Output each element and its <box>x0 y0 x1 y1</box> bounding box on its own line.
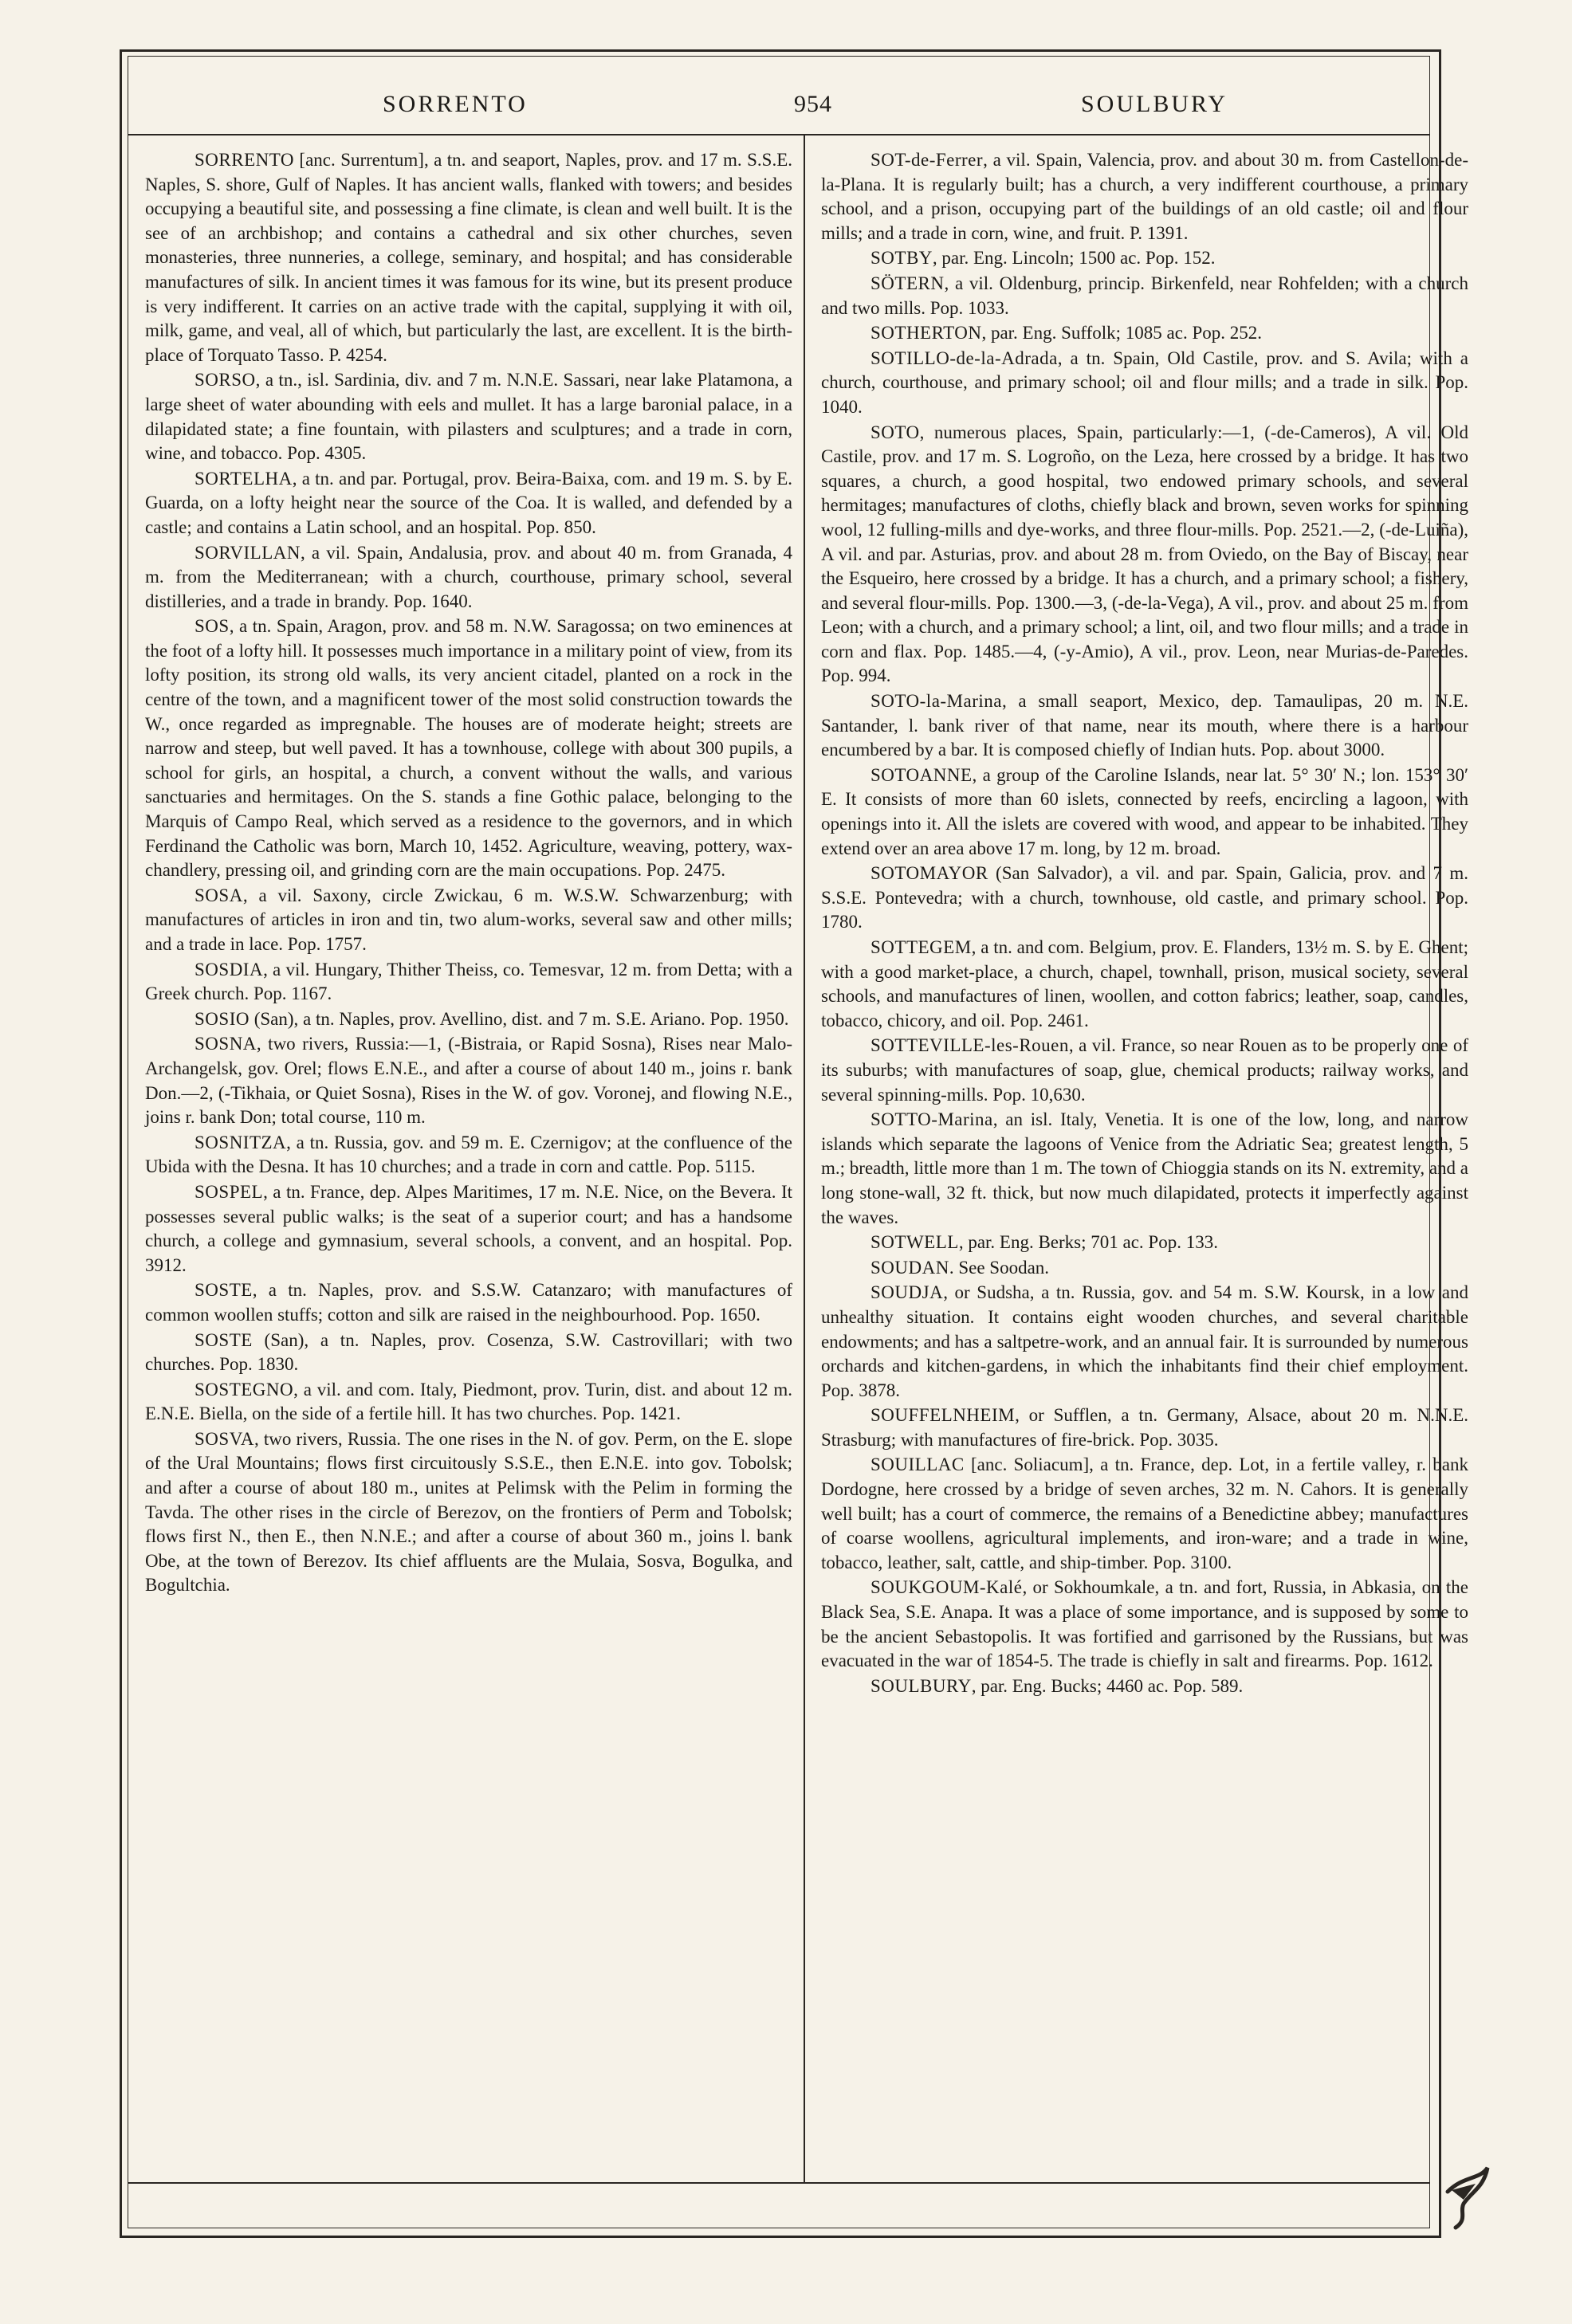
entry-text: , par. Eng. Bucks; 4460 ac. Pop. 589. <box>971 1675 1244 1696</box>
entry-text: , a tn. Russia, gov. and 59 m. E. Czernigov; at the confluence of the Ubida with the Desna. It has 10 churches; and a trade in corn and cattle. Pop. 5115. <box>145 1132 792 1177</box>
entry-headword: SOUDAN <box>870 1257 949 1278</box>
gazetteer-entry <box>821 272 1468 320</box>
gazetteer-entry <box>145 1427 792 1598</box>
gazetteer-entry <box>145 884 792 957</box>
entry-text: , or Sufflen, a tn. Germany, Alsace, about 20 m. N.N.E. Strasburg; with manufactures of fire-brick. Pop. 3035. <box>821 1405 1468 1450</box>
entry-headword: SORRENTO <box>195 150 294 170</box>
entry-text: , par. Eng. Berks; 701 ac. Pop. 133. <box>958 1232 1218 1253</box>
gazetteer-entry <box>145 958 792 1007</box>
gazetteer-entry <box>145 614 792 883</box>
entry-headword: SOSNA <box>195 1034 257 1054</box>
entry-text: , a vil. Spain, Andalusia, prov. and about 40 m. from Granada, 4 m. from the Mediterranean; with a church, courthouse, primary school, several distilleries, and a trade in brandy. Pop. 1640. <box>145 542 792 611</box>
entry-text: , a tn. Naples, prov. and S.S.W. Catanzaro; with manufactures of common woollen stuffs; cotton and silk are raised in the neighbourhood. Pop. 1650. <box>145 1280 792 1325</box>
entry-text: . See Soodan. <box>949 1257 1050 1278</box>
entry-headword: SOTO <box>870 422 920 442</box>
entry-text: , or Sokhoumkale, a tn. and fort, Russia, in Abkasia, on the Black Sea, S.E. Anapa. It was a place of some importance, and is supposed by some to be the ancient Sebastopolis. It was fortified and garrisoned by the Russians, but was evacuated in the war of 1854-5. The trade is chiefly in salt and firearms. Pop. 1612. <box>821 1577 1468 1671</box>
entry-headword: SOSTEGNO <box>195 1379 294 1400</box>
gazetteer-entry <box>821 1231 1468 1255</box>
entry-headword: SOT-de-Ferrer <box>870 150 984 170</box>
entry-text: , par. Eng. Lincoln; 1500 ac. Pop. 152. <box>932 248 1216 269</box>
entry-text: , a group of the Caroline Islands, near lat. 5° 30′ N.; lon. 153° 30′ E. It consists of more than 60 islets, connected by reefs, encircling a lagoon, with openings into it. All the islets are covered with wood, and appear to be inhabited. They extend over an area above 17 m. long, by 12 m. broad. <box>821 764 1468 858</box>
gazetteer-entry <box>145 148 792 367</box>
entry-headword: SOSDIA <box>195 959 264 979</box>
entry-text: , par. Eng. Suffolk; 1085 ac. Pop. 252. <box>981 323 1263 343</box>
entry-text: , numerous places, Spain, particularly:—1, (-de-Cameros), A vil. Old Castile, prov. and 17 m. S. Logroño, on the Leza, here crossed by a bridge. It has two squares, a church, a good hospital, two endowed primary schools, and several hermitages; manufactures of cloths, chiefly black and brown, seven works for spinning wool, 12 fulling-mills and dye-works, and three flour-mills. Pop. 2521.—2, (-de-Luiña), A vil. and par. Asturias, prov. and about 28 m. from Oviedo, on the Bay of Biscay, near the Esqueiro, here crossed by a bridge. It has a church, and a primary school; a fishery, and several flour-mills. Pop. 1300.—3, (-de-la-Vega), A vil., prov. and about 25 m. from Leon; with a church, and a primary school; a lint, oil, and two flour mills; and a trade in corn and flax. Pop. 1485.—4, (-y-Amio), A vil., prov. Leon, near Murias-de-Paredes. Pop. 994. <box>821 422 1468 686</box>
entry-text: , a tn. France, dep. Alpes Maritimes, 17 m. N.E. Nice, on the Bevera. It possesses several public walks; is the seat of a superior court; and has a handsome church, a college and gymnasium, several schools, a convent, and an hospital. Pop. 3912. <box>145 1181 792 1275</box>
gazetteer-entry <box>821 1034 1468 1107</box>
entry-text: , a vil. France, so near Rouen as to be properly one of its suburbs; with manufactures of soap, glue, chemical products; railway works, and several spinning-mills. Pop. 10,630. <box>821 1035 1468 1105</box>
entry-text: , a tn. and com. Belgium, prov. E. Flanders, 13½ m. S. by E. Ghent; with a good market-place, a church, chapel, townhall, prison, musical society, several schools, and manufactures of linen, woollen, and cotton fabrics; leather, soap, candles, tobacco, chicory, and oil. Pop. 2461. <box>821 937 1468 1030</box>
entry-text: , a small seaport, Mexico, dep. Tamaulipas, 20 m. N.E. Santander, l. bank river of that name, near its mouth, where there is a harbour encumbered by a bar. It is composed chiefly of Indian huts. Pop. about 3000. <box>821 691 1468 760</box>
entry-text: (San Salvador), a vil. and par. Spain, Galicia, prov. and 7 m. S.S.E. Pontevedra; with a church, townhouse, old castle, and primary school. Pop. 1780. <box>821 863 1468 932</box>
gazetteer-entry <box>145 467 792 540</box>
entry-headword: SORTELHA <box>195 468 293 489</box>
entry-headword: SÖTERN <box>870 273 945 293</box>
entry-headword: SOUFFELNHEIM <box>870 1405 1016 1426</box>
entry-headword: SOTTO-Marina <box>870 1109 993 1130</box>
gazetteer-entry <box>145 368 792 465</box>
entry-headword: SOSNITZA <box>195 1132 287 1152</box>
gazetteer-entry <box>821 862 1468 935</box>
entry-headword: SORSO <box>195 370 256 391</box>
entry-headword: SOTBY <box>870 248 933 269</box>
entry-headword: SOSTE <box>195 1329 253 1350</box>
entry-text: , a vil. Hungary, Thither Theiss, co. Temesvar, 12 m. from Detta; with a Greek church. Pop. 1167. <box>145 959 792 1004</box>
gazetteer-entry <box>821 148 1468 245</box>
right-column <box>821 148 1468 1699</box>
entry-headword: SOSTE <box>195 1280 253 1301</box>
gazetteer-entry <box>821 1108 1468 1230</box>
gazetteer-entry <box>145 1131 792 1180</box>
entry-text: , an isl. Italy, Venetia. It is one of the low, long, and narrow islands which separate the lagoons of Venice from the Adriatic Sea; greatest length, 5 m.; breadth, little more than 1 m. The town of Chioggia stands on its N. extremity, and a long stone-wall, 32 ft. thick, but now much dilapidated, protects it imperfectly against the waves. <box>821 1109 1468 1227</box>
entry-text: (San), a tn. Naples, prov. Cosenza, S.W. Castrovillari; with two churches. Pop. 1830. <box>145 1329 792 1375</box>
gazetteer-entry <box>821 421 1468 689</box>
gazetteer-entry <box>145 541 792 614</box>
entry-headword: SOTOMAYOR <box>870 863 988 884</box>
column-divider <box>804 134 805 2182</box>
entry-text: , or Sudsha, a tn. Russia, gov. and 54 m. S.W. Koursk, in a low and unhealthy situation. It contains eight wooden churches, and several charitable endowments; and has a saltpetre-work, and an annual fair. It is surrounded by numerous orchards and kitchen-gardens, in which the inhabitants find their chief employment. Pop. 3878. <box>821 1282 1468 1400</box>
gazetteer-entry <box>821 321 1468 346</box>
gazetteer-entry <box>821 689 1468 763</box>
entry-headword: SOUILLAC <box>870 1454 965 1475</box>
gazetteer-entry <box>821 1576 1468 1673</box>
entry-text: , a vil. Spain, Valencia, prov. and about 30 m. from Castellon-de-la-Plana. It is regularly built; has a church, a very indifferent courthouse, a primary school, and a prison, occupying part of the buildings of an old castle; oil and flour mills; and a trade in corn, wine, and fruit. P. 1391. <box>821 150 1468 243</box>
entry-headword: SOTTEGEM <box>870 937 972 957</box>
entry-text: , a vil. Oldenburg, princip. Birkenfeld, near Rohfelden; with a church and two mills. Pop. 1033. <box>821 273 1468 318</box>
entry-headword: SOULBURY <box>870 1675 972 1696</box>
entry-text: (San), a tn. Naples, prov. Avellino, dist. and 7 m. S.E. Ariano. Pop. 1950. <box>249 1008 789 1029</box>
gazetteer-entry <box>821 1674 1468 1699</box>
gazetteer-entry <box>145 1378 792 1427</box>
entry-text: , a tn. and par. Portugal, prov. Beira-Baixa, com. and 19 m. S. by E. Guarda, on a lofty height near the source of the Coa. It is walled, and defended by a castle; and contains a Latin school, and an hospital. Pop. 850. <box>145 468 792 537</box>
entry-text: [anc. Soliacum], a tn. France, dep. Lot, in a fertile valley, r. bank Dordogne, here crossed by a bridge of seven arches, 32 m. N. Cahors. It is generally well built; has a court of commerce, the remains of a Benedictine abbey; manufactures of coarse woollens, agricultural implements, and iron-ware; and a trade in wine, tobacco, leather, salt, cattle, and ship-timber. Pop. 3100. <box>821 1454 1468 1572</box>
entry-text: , a vil. Saxony, circle Zwickau, 6 m. W.S.W. Schwarzenburg; with manufactures of articles in iron and tin, two alum-works, several saw and other mills; and a trade in lace. Pop. 1757. <box>145 885 792 954</box>
entry-headword: SOS <box>195 616 230 637</box>
gazetteer-entry <box>821 246 1468 271</box>
entry-text: , a tn. Spain, Old Castile, prov. and S. Avila; with a church, courthouse, and primary school; oil and flour mills; and a trade in silk. Pop. 1040. <box>821 347 1468 417</box>
gazetteer-entry <box>145 1329 792 1377</box>
corner-ornament-icon <box>1440 2144 1495 2232</box>
entry-headword: SOTWELL <box>870 1232 959 1253</box>
gazetteer-entry <box>821 1453 1468 1575</box>
entry-headword: SOSPEL <box>195 1181 264 1202</box>
running-head-right: SOULBURY <box>1081 91 1228 117</box>
entry-text: , two rivers, Russia:—1, (-Bistraia, or Rapid Sosna), Rises near Malo-Archangelsk, gov. Orel; flows E.N.E., and after a course of about 140 m., joins r. bank Don.—2, (-Tikhaia, or Quiet Sosna), Rises in the W. of gov. Voronej, and flowing N.E., joins r. bank Don; total course, 110 m. <box>145 1034 792 1128</box>
gazetteer-entry <box>821 347 1468 420</box>
entry-headword: SOTTEVILLE-les-Rouen <box>870 1035 1069 1056</box>
page-number: 954 <box>794 91 832 117</box>
left-column <box>145 148 792 1599</box>
gazetteer-entry <box>145 1180 792 1278</box>
gazetteer-entry <box>145 1278 792 1327</box>
footer-rule <box>128 2182 1430 2184</box>
entry-headword: SORVILLAN <box>195 542 301 563</box>
entry-text: , two rivers, Russia. The one rises in the N. of gov. Perm, on the E. slope of the Ural Mountains; flows first circuitously S.S.E., then E.N.E. into gov. Tobolsk; and after a course of about 180 m., unites at Pelimsk with the Pelim in forming the Tavda. The other rises in the circle of Berezov, on the frontiers of Perm and Tobolsk; flows first N., then E., then N.N.E.; and after a course of about 360 m., joins l. bank Obe, at the town of Berezov. Its chief affluents are the Mulaia, Sosva, Bogulka, and Bogultchia. <box>145 1428 792 1596</box>
entry-headword: SOUKGOUM-Kalé <box>870 1577 1023 1598</box>
entry-headword: SOTOANNE <box>870 764 973 785</box>
entry-headword: SOSVA <box>195 1428 254 1449</box>
entry-headword: SOTHERTON <box>870 323 982 343</box>
entry-headword: SOSA <box>195 885 243 905</box>
gazetteer-entry <box>821 1256 1468 1281</box>
entry-text: , a tn. Spain, Aragon, prov. and 58 m. N.W. Saragossa; on two eminences at the foot of a lofty hill. It possesses much importance in a military point of view, from its lofty position, its strong old walls, its very ancient citadel, planted on a rock in the centre of the town, and a magnificent tower of the most solid construction towards the W., once regarded as impregnable. The houses are of moderate height; streets are narrow and steep, but well paved. It has a townhouse, college with about 300 pupils, a school for girls, an hospital, a church, a convent without the walls, and various sanctuaries and hermitages. On the S. stands a fine Gothic palace, belonging to the Marquis of Campo Real, which served as a residence to the governors, and in which Ferdinand the Catholic was born, March 10, 1452. Agriculture, weaving, pottery, wax-chandlery, pressing oil, and grinding corn are the main occupations. Pop. 2475. <box>145 616 792 881</box>
entry-headword: SOSIO <box>195 1008 250 1029</box>
entry-text: [anc. Surrentum], a tn. and seaport, Naples, prov. and 17 m. S.S.E. Naples, S. shore, Gulf of Naples. It has ancient walls, flanked with towers; and besides occupying a beautiful site, and possessing a fine climate, is clean and well built. It is the see of an archbishop; and contains a cathedral and six other churches, seven monasteries, three nunneries, a college, seminary, and hospital; and has considerable manufactures of silk. In ancient times it was famous for its wine, but its present produce is very indifferent. It carries on an active trade with the capital, supplying it with oil, milk, game, and veal, all of which, but particularly the last, are excellent. It is the birth-place of Torquato Tasso. P. 4254. <box>145 150 792 365</box>
gazetteer-entry <box>145 1032 792 1129</box>
gazetteer-entry <box>821 764 1468 861</box>
entry-headword: SOTILLO-de-la-Adrada <box>870 347 1058 368</box>
header-rule <box>128 134 1430 135</box>
entry-text: , a tn., isl. Sardinia, div. and 7 m. N.N.E. Sassari, near lake Platamona, a large sheet of water abounding with eels and mullet. It has a large baronial palace, in a dilapidated state; a fine fountain, with pilasters and sculptures; and a trade in corn, wine, and tobacco. Pop. 4305. <box>145 370 792 464</box>
entry-headword: SOTO-la-Marina <box>870 691 1002 712</box>
gazetteer-entry <box>821 1281 1468 1403</box>
running-head-left: SORRENTO <box>383 91 528 117</box>
gazetteer-entry <box>821 1403 1468 1452</box>
gazetteer-entry <box>145 1007 792 1032</box>
entry-headword: SOUDJA <box>870 1282 944 1303</box>
gazetteer-entry <box>821 936 1468 1033</box>
entry-text: , a vil. and com. Italy, Piedmont, prov. Turin, dist. and about 12 m. E.N.E. Biella, on the side of a fertile hill. It has two churches. Pop. 1421. <box>145 1379 792 1424</box>
